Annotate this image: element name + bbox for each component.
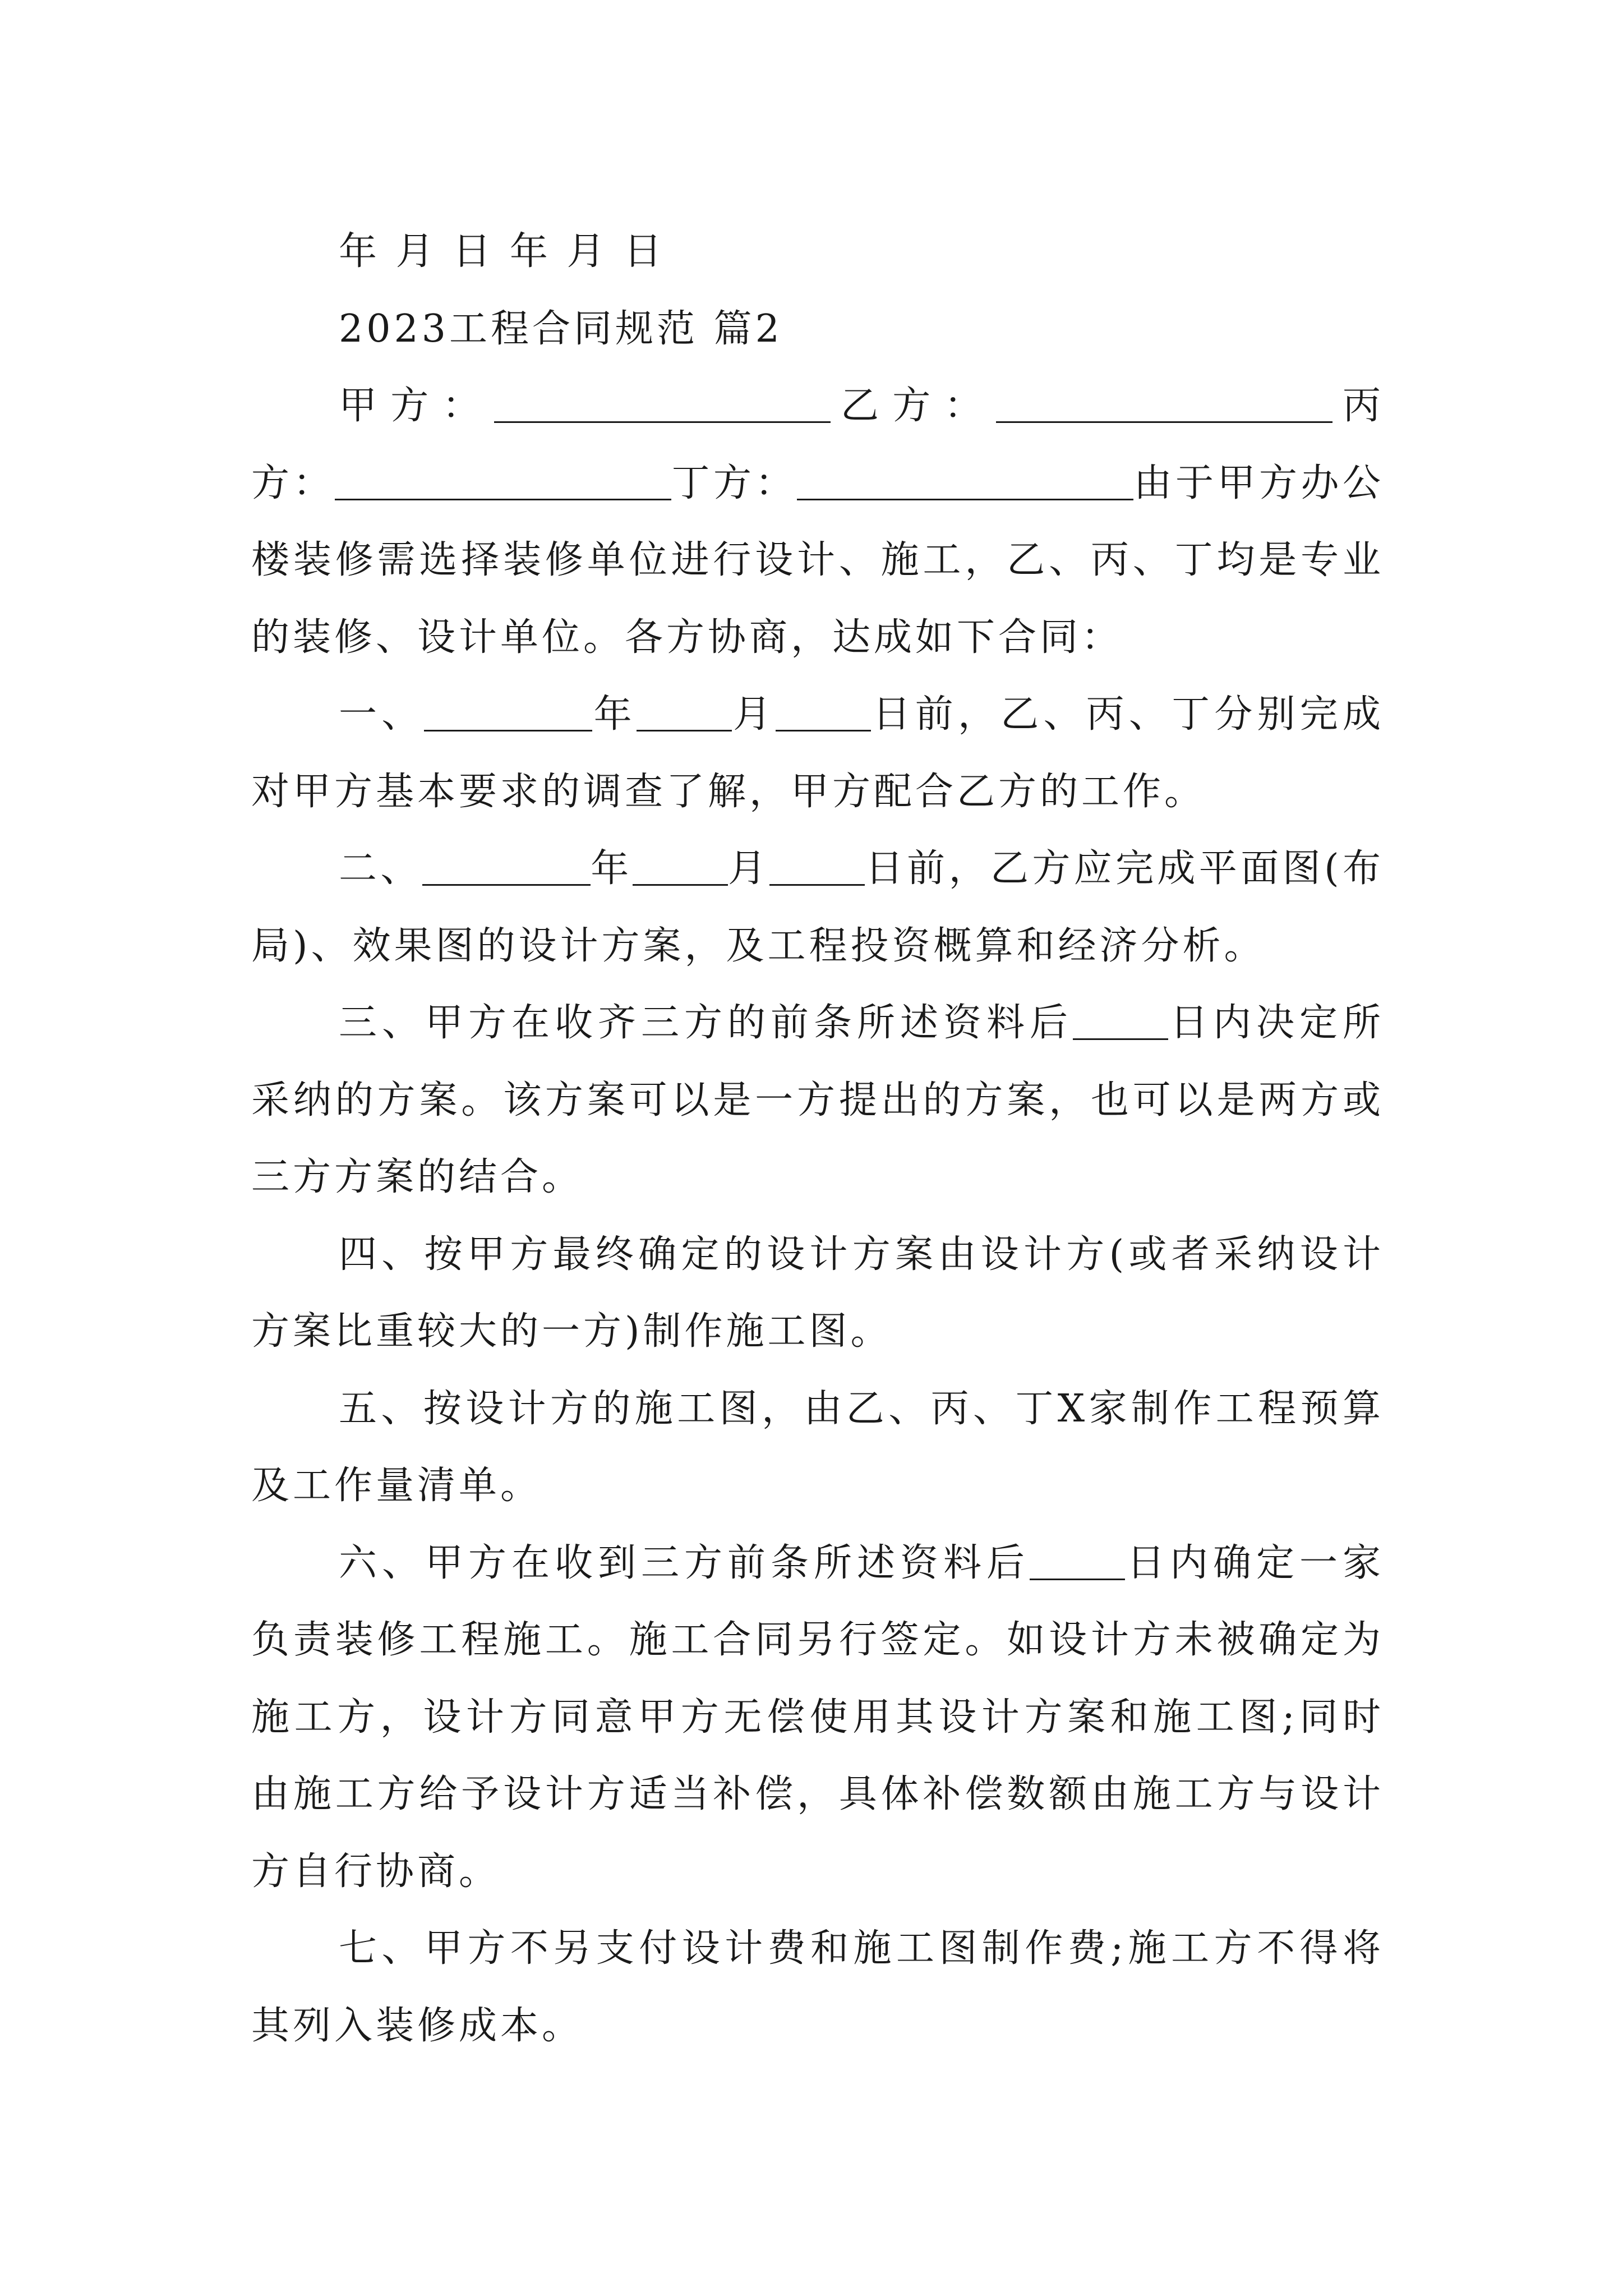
clause-1-day-blank [776, 695, 871, 731]
clause-1 [251, 676, 1384, 830]
clause-1-year-blank [424, 695, 592, 731]
clause-6-head: 六、甲方在收到三方前条所述资料后 [339, 1540, 1030, 1585]
clause-2-prefix: 二、 [339, 846, 422, 891]
clause-3-tail: 日内决定所采纳的方案。该方案可以是一方提出的方案，也可以是两方或三方方案的结合。 [251, 1001, 1384, 1199]
date-line: 年 月 日 年 月 日 [339, 229, 666, 274]
clause-2-tail: 日前，乙方应完成平面图(布局)、效果图的设计方案，及工程投资概算和经济分析。 [251, 846, 1384, 968]
document-body [251, 213, 1384, 2064]
clause-6 [251, 1525, 1384, 1911]
clause-3-head: 三、甲方在收齐三方的前条所述资料后 [339, 1001, 1073, 1045]
section-heading: 2023工程合同规范 篇2 [339, 306, 783, 351]
clause-3 [251, 984, 1384, 1216]
party-a-blank [494, 386, 831, 423]
clause-1-year: 年 [592, 692, 637, 737]
clause-5: 五、按设计方的施工图，由乙、丙、丁X家制作工程预算及工作量清单。 [251, 1386, 1384, 1508]
party-b-label: 乙方： [830, 384, 996, 428]
clause-6-tail: 日内确定一家负责装修工程施工。施工合同另行签定。如设计方未被确定为施工方，设计方同意甲方无偿使用其设计方案和施工图;同时由施工方给予设计方适当补偿，具体补偿数额由施工方与设计方自行协商。 [251, 1540, 1384, 1894]
clause-1-tail: 日前，乙、丙、丁分别完成对甲方基本要求的调查了解，甲方配合乙方的工作。 [251, 692, 1384, 814]
party-c-blank [335, 464, 671, 500]
clause-2-month-blank [633, 849, 728, 886]
clause-6-days-blank [1030, 1544, 1125, 1580]
party-d-label: 丁方： [671, 461, 797, 505]
clause-7: 七、甲方不另支付设计费和施工图制作费;施工方不得将其列入装修成本。 [251, 1926, 1384, 2048]
clause-4: 四、按甲方最终确定的设计方案由设计方(或者采纳设计方案比重较大的一方)制作施工图。 [251, 1232, 1384, 1354]
party-b-blank [996, 386, 1332, 423]
clause-2-day-blank [769, 849, 865, 886]
clause-1-month-blank [637, 695, 732, 731]
clause-2-year-blank [422, 849, 591, 886]
party-c-label: 丙方： [251, 384, 1384, 505]
clause-1-prefix: 一、 [339, 692, 425, 737]
parties-intro: 由于甲方办公楼装修需选择装修单位进行设计、施工，乙、丙、丁均是专业的装修、设计单位。各方协商，达成如下合同： [251, 461, 1384, 660]
clause-2 [251, 830, 1384, 984]
clause-2-month: 月 [727, 846, 770, 891]
clause-1-month: 月 [731, 692, 776, 737]
party-d-blank [797, 464, 1133, 500]
party-a-label: 甲方： [339, 384, 494, 428]
parties-paragraph [251, 367, 1384, 676]
clause-2-year: 年 [590, 846, 633, 891]
clause-3-days-blank [1073, 1004, 1168, 1040]
